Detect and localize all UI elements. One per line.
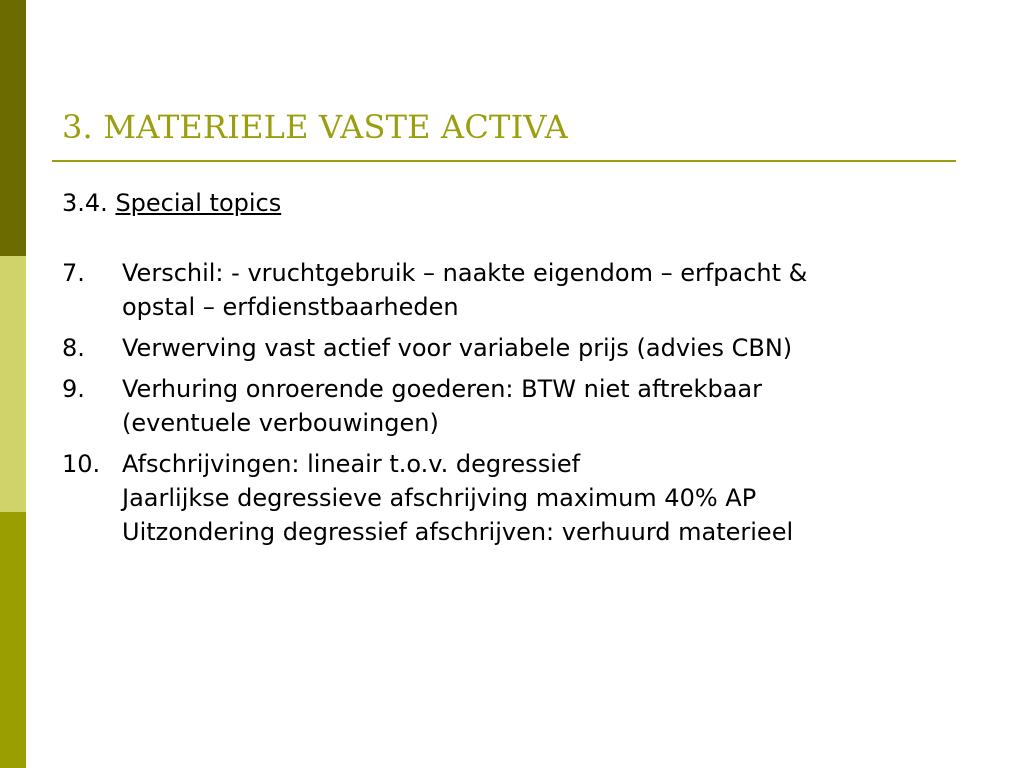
sidebar-top-band xyxy=(0,0,26,256)
list-item-text xyxy=(122,372,962,440)
sidebar-bottom-band xyxy=(0,512,26,768)
list-item-text xyxy=(122,447,962,549)
list-item-line: Verschil: - vruchtgebruik – naakte eigendom – erfpacht & xyxy=(122,259,808,287)
list-item-number: 7. xyxy=(62,259,85,287)
list-item-line: Verwerving vast actief voor variabele prijs (advies CBN) xyxy=(122,334,793,362)
list-item-number: 9. xyxy=(62,375,85,403)
list-item xyxy=(62,372,962,440)
slide-title: 3. MATERIELE VASTE ACTIVA xyxy=(62,108,568,146)
subheading-label: Special topics xyxy=(115,189,282,217)
title-underline-rule xyxy=(52,160,956,162)
list-item xyxy=(62,331,962,365)
list-item-text xyxy=(122,331,962,365)
list-item-number: 10. xyxy=(62,450,101,478)
topic-list xyxy=(62,256,962,549)
slide-content xyxy=(62,186,962,556)
list-item-line: Afschrijvingen: lineair t.o.v. degressief xyxy=(122,450,581,478)
list-item xyxy=(62,256,962,324)
list-item-line: (eventuele verbouwingen) xyxy=(122,409,439,437)
subheading xyxy=(62,186,962,220)
list-item-line: opstal – erfdienstbaarheden xyxy=(122,293,459,321)
sidebar-middle-band xyxy=(0,256,26,512)
list-item-line: Jaarlijkse degressieve afschrijving maximum 40% AP xyxy=(122,484,757,512)
list-item-line: Verhuring onroerende goederen: BTW niet aftrekbaar xyxy=(122,375,762,403)
list-item xyxy=(62,447,962,549)
subheading-number: 3.4. xyxy=(62,189,108,217)
list-item-text xyxy=(122,256,962,324)
list-item-number: 8. xyxy=(62,334,85,362)
list-item-line: Uitzondering degressief afschrijven: verhuurd materieel xyxy=(122,518,794,546)
